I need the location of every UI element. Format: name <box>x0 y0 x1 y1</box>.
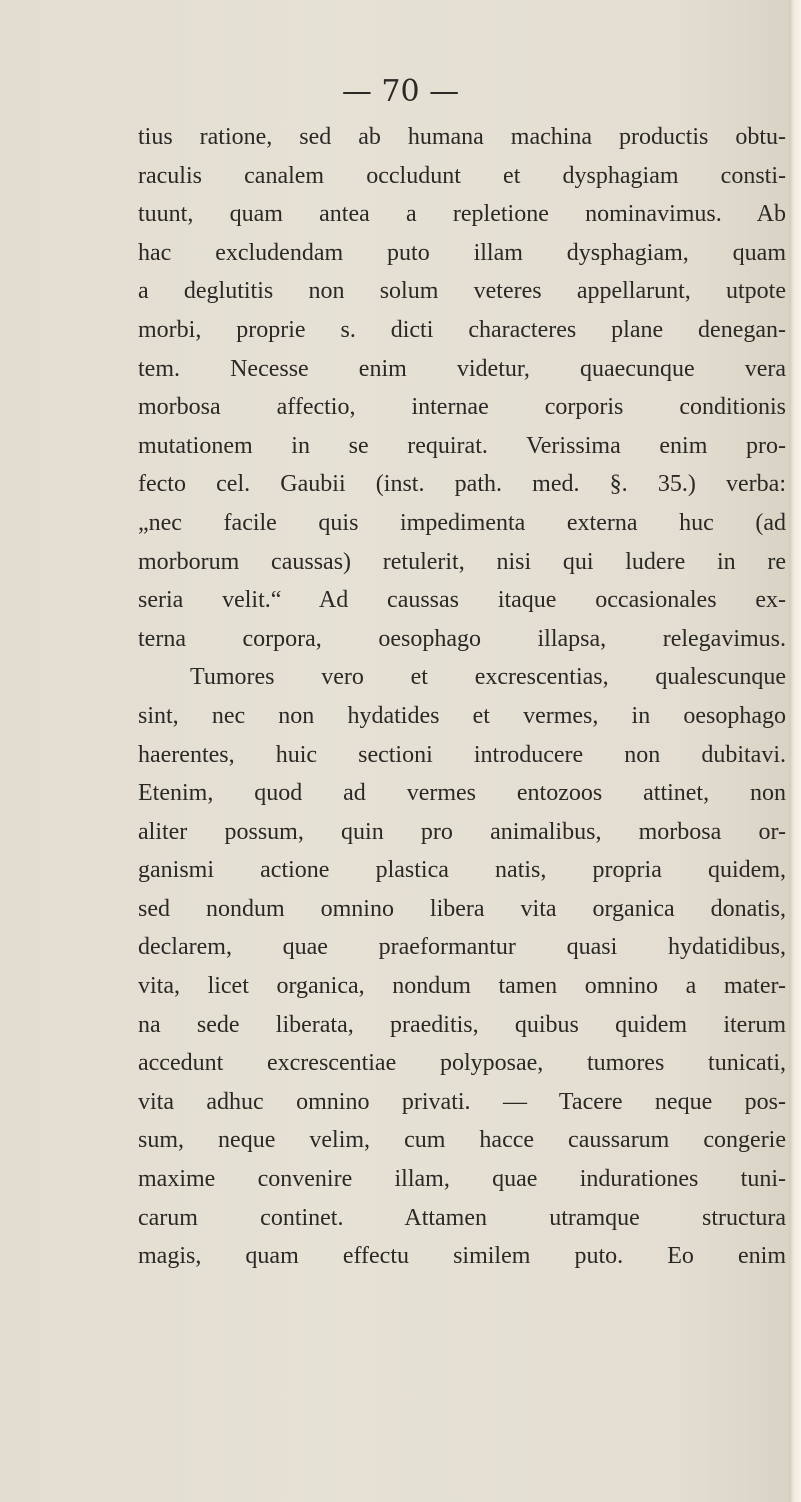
page-number-header: — 70 — <box>341 74 460 109</box>
text-line: tem. Necesse enim videtur, quaecunque vera <box>138 355 786 382</box>
text-line: vita adhuc omnino privati. — Tacere neque pos- <box>138 1088 786 1115</box>
text-line: seria velit.“ Ad caussas itaque occasionales ex- <box>138 587 786 614</box>
text-line: accedunt excrescentiae polyposae, tumores tunicati, <box>138 1050 786 1077</box>
text-line: na sede liberata, praeditis, quibus quidem iterum <box>138 1011 786 1038</box>
text-line-indented: Tumores vero et excrescentias, qualescunque <box>190 664 786 691</box>
text-line: morbosa affectio, internae corporis conditionis <box>138 394 786 421</box>
text-line: tuunt, quam antea a repletione nominavimus. Ab <box>138 201 786 228</box>
text-line: a deglutitis non solum veteres appellarunt, utpote <box>138 278 786 305</box>
text-line: aliter possum, quin pro animalibus, morbosa or- <box>138 818 786 845</box>
text-line: magis, quam effectu similem puto. Eo enim <box>138 1243 786 1270</box>
text-line: carum continet. Attamen utramque structura <box>138 1204 786 1231</box>
text-line: sum, neque velim, cum hacce caussarum congerie <box>138 1127 786 1154</box>
text-line: morborum caussas) retulerit, nisi qui ludere in re <box>138 548 786 575</box>
text-line: vita, licet organica, nondum tamen omnino a mater- <box>138 973 786 1000</box>
text-line: terna corpora, oesophago illapsa, relegavimus. <box>138 625 786 652</box>
text-line: tius ratione, sed ab humana machina productis obtu- <box>138 124 786 150</box>
text-line: mutationem in se requirat. Verissima enim pro- <box>138 432 786 459</box>
text-line: haerentes, huic sectioni introducere non dubitavi. <box>138 741 786 768</box>
text-line: fecto cel. Gaubii (inst. path. med. §. 35.) verba: <box>138 471 786 498</box>
page-edge <box>789 0 801 1502</box>
text-line: morbi, proprie s. dicti characteres plane denegan- <box>138 316 786 343</box>
text-line: raculis canalem occludunt et dysphagiam consti- <box>138 162 786 189</box>
text-line: declarem, quae praeformantur quasi hydatidibus, <box>138 934 786 961</box>
text-line: sint, nec non hydatides et vermes, in oesophago <box>138 702 786 729</box>
text-line: ganismi actione plastica natis, propria quidem, <box>138 857 786 884</box>
text-line: „nec facile quis impedimenta externa huc (ad <box>138 509 786 536</box>
text-line: sed nondum omnino libera vita organica donatis, <box>138 895 786 922</box>
text-line: hac excludendam puto illam dysphagiam, quam <box>138 239 786 266</box>
text-line: maxime convenire illam, quae indurationes tuni- <box>138 1166 786 1193</box>
body-text <box>138 118 786 1276</box>
text-line: Etenim, quod ad vermes entozoos attinet, non <box>138 780 786 807</box>
